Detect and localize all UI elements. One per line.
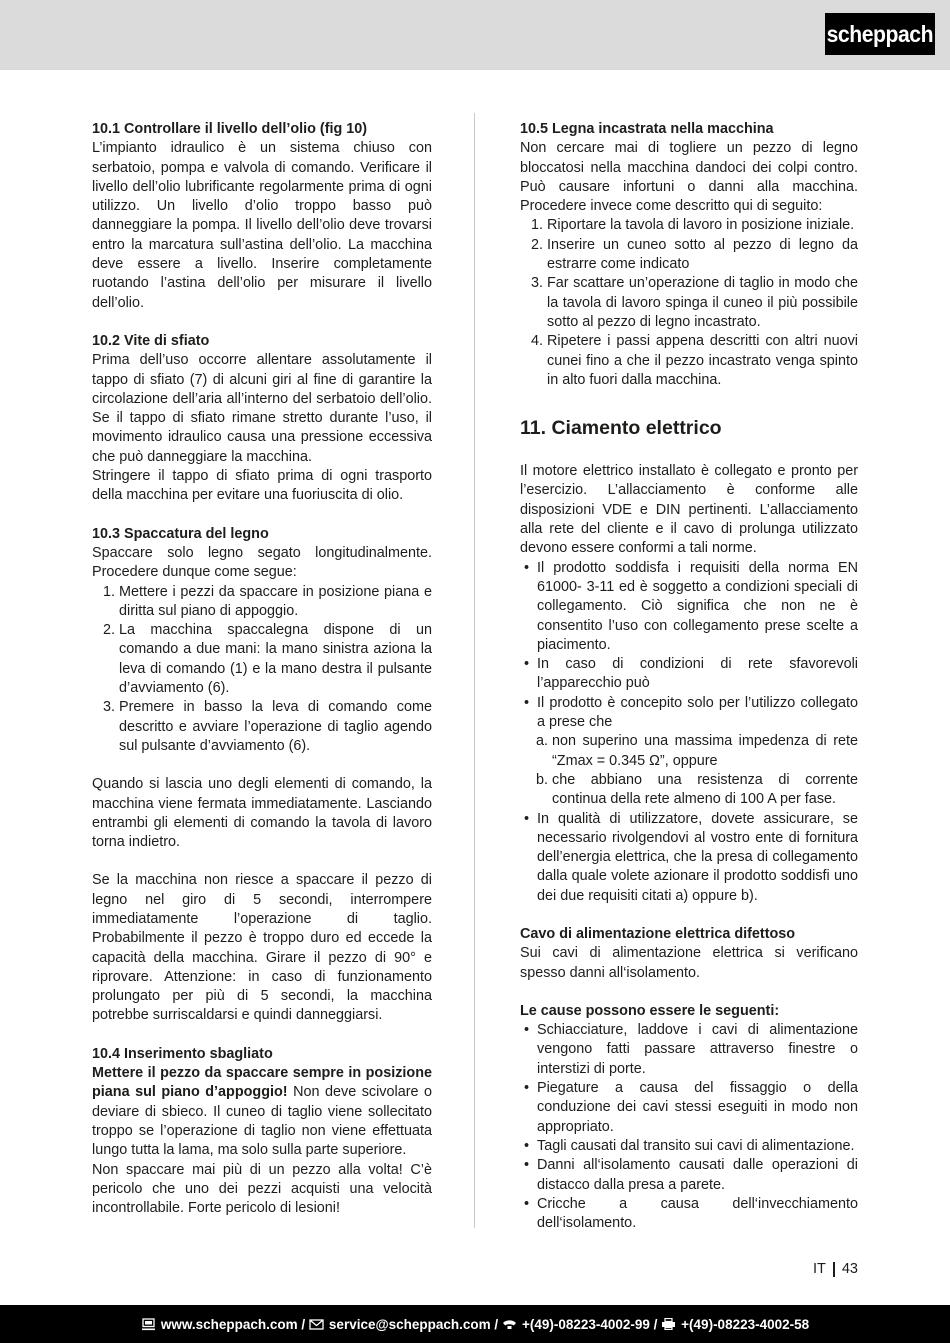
email-icon	[309, 1319, 324, 1330]
list-item: • Tagli causati dal transito sui cavi di alimentazione.	[537, 1137, 858, 1156]
list-item: • Danni all‘isolamento causati dalle operazioni di distacco dalla presa a parete.	[537, 1156, 858, 1195]
sublist-item: b. che abbiano una resistenza di corrente continua della rete almeno di 100 A per fase.	[552, 771, 858, 810]
section-10-3	[92, 525, 432, 1026]
numbered-list	[92, 583, 432, 757]
section-11-heading: 11. Ciamento elettrico	[520, 417, 722, 440]
bold-lead: Mettere il pezzo da spaccare sempre in posizione piana sul piano d’appoggio!	[92, 1065, 432, 1101]
footer-website-text: www.scheppach.com	[160, 1316, 298, 1332]
sublist-item: a. non superino una massima impedenza di rete “Zmax = 0.345 Ω”, oppure	[552, 732, 858, 771]
page-number-value: 43	[841, 1261, 858, 1277]
paragraph: Spaccare solo legno segato longitudinalmente. Procedere dunque come segue:	[92, 544, 432, 581]
list-item: • Schiacciature, laddove i cavi di alimentazione vengono fatti passare attraverso finestre o interstizi di porte.	[537, 1021, 858, 1079]
paragraph: L’impianto idraulico è un sistema chiuso con serbatoio, pompa e valvola di comando. Verificare il livello dell’olio lubrificante regolarmente prima di ogni utilizzo. Un livello d’olio troppo basso può danneggiare la pompa. Il livello dell’olio deve trovarsi entro la marcatura sull’astina dell’olio. La macchina deve essere a livello. Inserire completamente ruotando l’astina dell’olio per misurare il livello dell’olio.	[92, 140, 432, 311]
footer-fax	[661, 1317, 809, 1332]
list-item-text: Il prodotto è concepito solo per l’utilizzo collegato a prese che	[537, 694, 858, 731]
paragraph: Il motore elettrico installato è collegato e pronto per l’esercizio. L’allacciamento è conforme alle disposizioni VDE e DIN pertinenti. L’allacciamento alla rete del cliente e il cavo di prolunga utilizzato devono essere conformi a tali norme.	[520, 463, 858, 557]
footer-separator: /	[297, 1316, 309, 1332]
section-11	[520, 417, 858, 906]
page-content	[92, 120, 858, 1233]
section-10-5-heading: 10.5 Legna incastrata nella macchina	[520, 121, 774, 137]
list-item: • Il prodotto soddisfa i requisiti della norma EN 61000- 3-11 ed è soggetto a condizioni speciali di collegamento. Ciò significa che non ne è consentito l’uso con collegamento prese scelte a piacimento.	[537, 559, 858, 655]
list-item: 1. Riportare la tavola di lavoro in posizione iniziale.	[547, 216, 858, 235]
section-10-2-heading: 10.2 Vite di sfiato	[92, 332, 210, 349]
footer-website	[141, 1317, 298, 1332]
section-10-4-heading: 10.4 Inserimento sbagliato	[92, 1045, 273, 1062]
paragraph: Non cercare mai di togliere un pezzo di legno bloccatosi nella macchina dandoci dei colpi contro. Può causare infortuni o danni alla macchina. Procedere invece come descritto qui di seguito:	[520, 140, 858, 215]
paragraph: Prima dell’uso occorre allentare assolutamente il tappo di sfiato (7) di alcuni giri al fine di garantire la circolazione dell’aria all’interno del serbatoio dell’olio. Se il tappo di sfiato rimane stretto durante l’uso, il movimento idraulico causa una pressione eccessiva che può danneggiare la macchina.	[92, 352, 432, 465]
bullet-list	[520, 1021, 858, 1233]
paragraph: Stringere il tappo di sfiato prima di ogni trasporto della macchina per evitare una fuoriuscita di olio.	[92, 468, 432, 504]
footer-email	[309, 1317, 491, 1332]
fax-icon	[661, 1318, 676, 1330]
left-column	[92, 120, 432, 1233]
right-column	[520, 120, 858, 1233]
list-item: • Cricche a causa dell‘invecchiamento dell‘isolamento.	[537, 1195, 858, 1234]
paragraph: Se la macchina non riesce a spaccare il pezzo di legno nel giro di 5 secondi, interrompere immediatamente l’operazione di taglio. Probabilmente il pezzo è troppo duro ed eccede la capacità della macchina. Girare il pezzo di 90° e riprovare. Attenzione: in caso di funzionamento prolungato per più di 5 secondi, la macchina potrebbe surriscaldarsi e quindi danneggiarsi.	[92, 872, 432, 1024]
footer-separator: /	[649, 1316, 662, 1332]
section-10-5	[520, 120, 858, 390]
logo-text: scheppach	[826, 20, 934, 47]
page-number	[813, 1261, 858, 1277]
paragraph-text: Non deve scivolare o deviare di sbieco. Il cuneo di taglio viene sollecitato troppo se l’operazione di taglio non viene effettuata lungo tutta la lama, ma solo sulla parte superiore.	[92, 1084, 433, 1159]
cause-heading: Le cause possono essere le seguenti:	[520, 1002, 780, 1019]
list-item: • In qualità di utilizzatore, dovete assicurare, se necessario rivolgendovi al vostro ente di fornitura dell’energia elettrica, che la presa di collegamento dalla quale volete azionare il prodotto soddisfi uno dei due requisiti citati a) oppure b).	[537, 810, 858, 906]
list-item: • In caso di condizioni di rete sfavorevoli l’apparecchio può	[537, 655, 858, 694]
paragraph: Sui cavi di alimentazione elettrica si verificano spesso danni all‘isolamento.	[520, 945, 858, 981]
paragraph: Quando si lascia uno degli elementi di comando, la macchina viene fermata immediatamente. Lasciando entrambi gli elementi di comando la tavola di lavoro torna indietro.	[92, 776, 432, 851]
list-item: 4. Ripetere i passi appena descritti con altri nuovi cunei fino a che il pezzo incastrato venga spinto in alto fuori dalla macchina.	[547, 332, 858, 390]
page-number-divider	[833, 1262, 835, 1277]
numbered-list	[520, 216, 858, 390]
footer-separator: /	[490, 1316, 502, 1332]
header-band	[0, 0, 950, 70]
list-item: 3. Far scattare un’operazione di taglio in modo che la tavola di lavoro spinga il cuneo il più possibile sotto al pezzo di legno incastrato.	[547, 274, 858, 332]
alpha-sublist	[537, 732, 858, 809]
footer-bar	[0, 1305, 950, 1343]
scheppach-logo	[825, 13, 935, 55]
list-item: • Piegature a causa del fissaggio o della conduzione dei cavi stessi eseguiti in modo non appropriato.	[537, 1079, 858, 1137]
paragraph: Non spaccare mai più di un pezzo alla volta! C’è pericolo che uno dei pezzi acquisti una velocità incontrollabile. Forte pericolo di lesioni!	[92, 1161, 432, 1217]
section-cause	[520, 1002, 858, 1234]
paragraph	[92, 1064, 432, 1160]
list-item: 1. Mettere i pezzi da spaccare in posizione piana e diritta sul piano di appoggio.	[119, 583, 432, 622]
footer-phone-text: +(49)-08223-4002-99	[521, 1316, 650, 1332]
cavo-difettoso-heading: Cavo di alimentazione elettrica difettoso	[520, 925, 796, 942]
page-language: IT	[812, 1261, 826, 1277]
footer-fax-text: +(49)-08223-4002-58	[681, 1316, 810, 1332]
phone-icon	[502, 1318, 517, 1330]
list-item: 2. Inserire un cuneo sotto al pezzo di legno da estrarre come indicato	[547, 236, 858, 275]
section-cavo-difettoso	[520, 925, 858, 983]
computer-icon	[141, 1318, 156, 1331]
section-10-4	[92, 1045, 432, 1219]
list-item: 3. Premere in basso la leva di comando come descritto e avviare l’operazione di taglio agendo sul pulsante d’avviamento (6).	[119, 698, 432, 756]
footer-phone	[502, 1317, 650, 1332]
list-item	[537, 694, 858, 810]
bullet-list	[520, 559, 858, 906]
section-10-3-heading: 10.3 Spaccatura del legno	[92, 525, 269, 542]
section-10-1-heading: 10.1 Controllare il livello dell’olio (fig 10)	[92, 121, 368, 137]
section-10-1	[92, 120, 432, 313]
footer-email-text: service@scheppach.com	[328, 1316, 491, 1332]
section-10-2	[92, 332, 432, 506]
list-item: 2. La macchina spaccalegna dispone di un comando a due mani: la mano sinistra aziona la leva di comando (1) e la mano destra il pulsante d’avviamento (6).	[119, 621, 432, 698]
